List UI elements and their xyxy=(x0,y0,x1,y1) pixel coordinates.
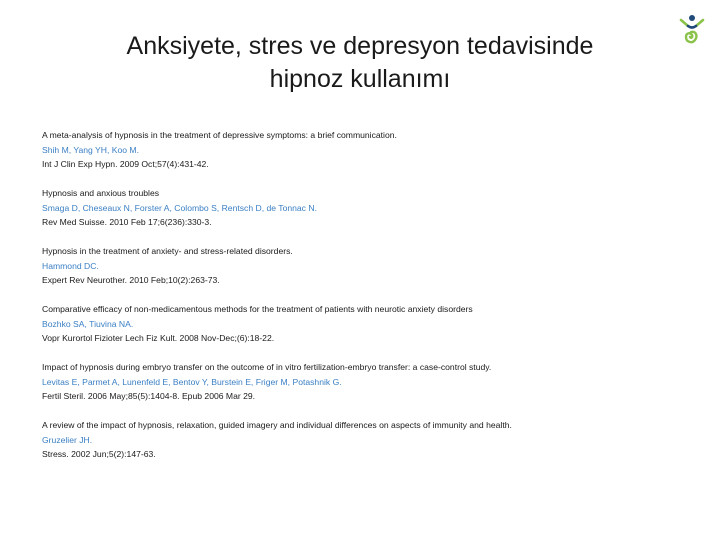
reference-source: Rev Med Suisse. 2010 Feb 17;6(236):330-3. xyxy=(42,217,212,227)
reference-source: Int J Clin Exp Hypn. 2009 Oct;57(4):431-42. xyxy=(42,159,209,169)
reference-title: Comparative efficacy of non-medicamentous methods for the treatment of patients with neurotic anxiety disorders xyxy=(42,304,473,314)
reference-item xyxy=(42,418,702,462)
slide-title-line-2: hipnoz kullanımı xyxy=(269,65,451,93)
slide-title xyxy=(60,30,660,96)
reference-item xyxy=(42,128,702,172)
reference-source: Fertil Steril. 2006 May;85(5):1404-8. Epub 2006 Mar 29. xyxy=(42,391,256,401)
reference-authors-link[interactable]: Levitas E, Parmet A, Lunenfeld E, Bentov Y, Burstein E, Friger M, Potashnik G. xyxy=(42,376,342,387)
reference-list xyxy=(42,128,702,476)
reference-title: Hypnosis and anxious troubles xyxy=(42,188,160,198)
reference-title: A review of the impact of hypnosis, relaxation, guided imagery and individual differences on aspects of immunity and health. xyxy=(42,420,512,430)
reference-source: Stress. 2002 Jun;5(2):147-63. xyxy=(42,449,156,459)
reference-source: Expert Rev Neurother. 2010 Feb;10(2):263-73. xyxy=(42,275,220,285)
reference-title: Impact of hypnosis during embryo transfer on the outcome of in vitro fertilization-embryo transfer: a case-control study. xyxy=(42,362,492,372)
reference-title: A meta-analysis of hypnosis in the treatment of depressive symptoms: a brief communication. xyxy=(42,130,397,140)
reference-item xyxy=(42,186,702,230)
stick-figure-spiral-logo-icon xyxy=(677,14,705,50)
reference-title: Hypnosis in the treatment of anxiety- and stress-related disorders. xyxy=(42,246,293,256)
reference-item xyxy=(42,360,702,404)
slide-title-line-1: Anksiyete, stres ve depresyon tedavisinde xyxy=(126,32,594,60)
reference-authors-link[interactable]: Hammond DC. xyxy=(42,260,99,271)
reference-item xyxy=(42,302,702,346)
reference-authors-link[interactable]: Shih M, Yang YH, Koo M. xyxy=(42,144,139,155)
reference-authors-link[interactable]: Bozhko SA, Tiuvina NA. xyxy=(42,318,134,329)
reference-authors-link[interactable]: Smaga D, Cheseaux N, Forster A, Colombo S, Rentsch D, de Tonnac N. xyxy=(42,202,317,213)
reference-source: Vopr Kurortol Fizioter Lech Fiz Kult. 2008 Nov-Dec;(6):18-22. xyxy=(42,333,275,343)
reference-item xyxy=(42,244,702,288)
reference-authors-link[interactable]: Gruzelier JH. xyxy=(42,434,93,445)
